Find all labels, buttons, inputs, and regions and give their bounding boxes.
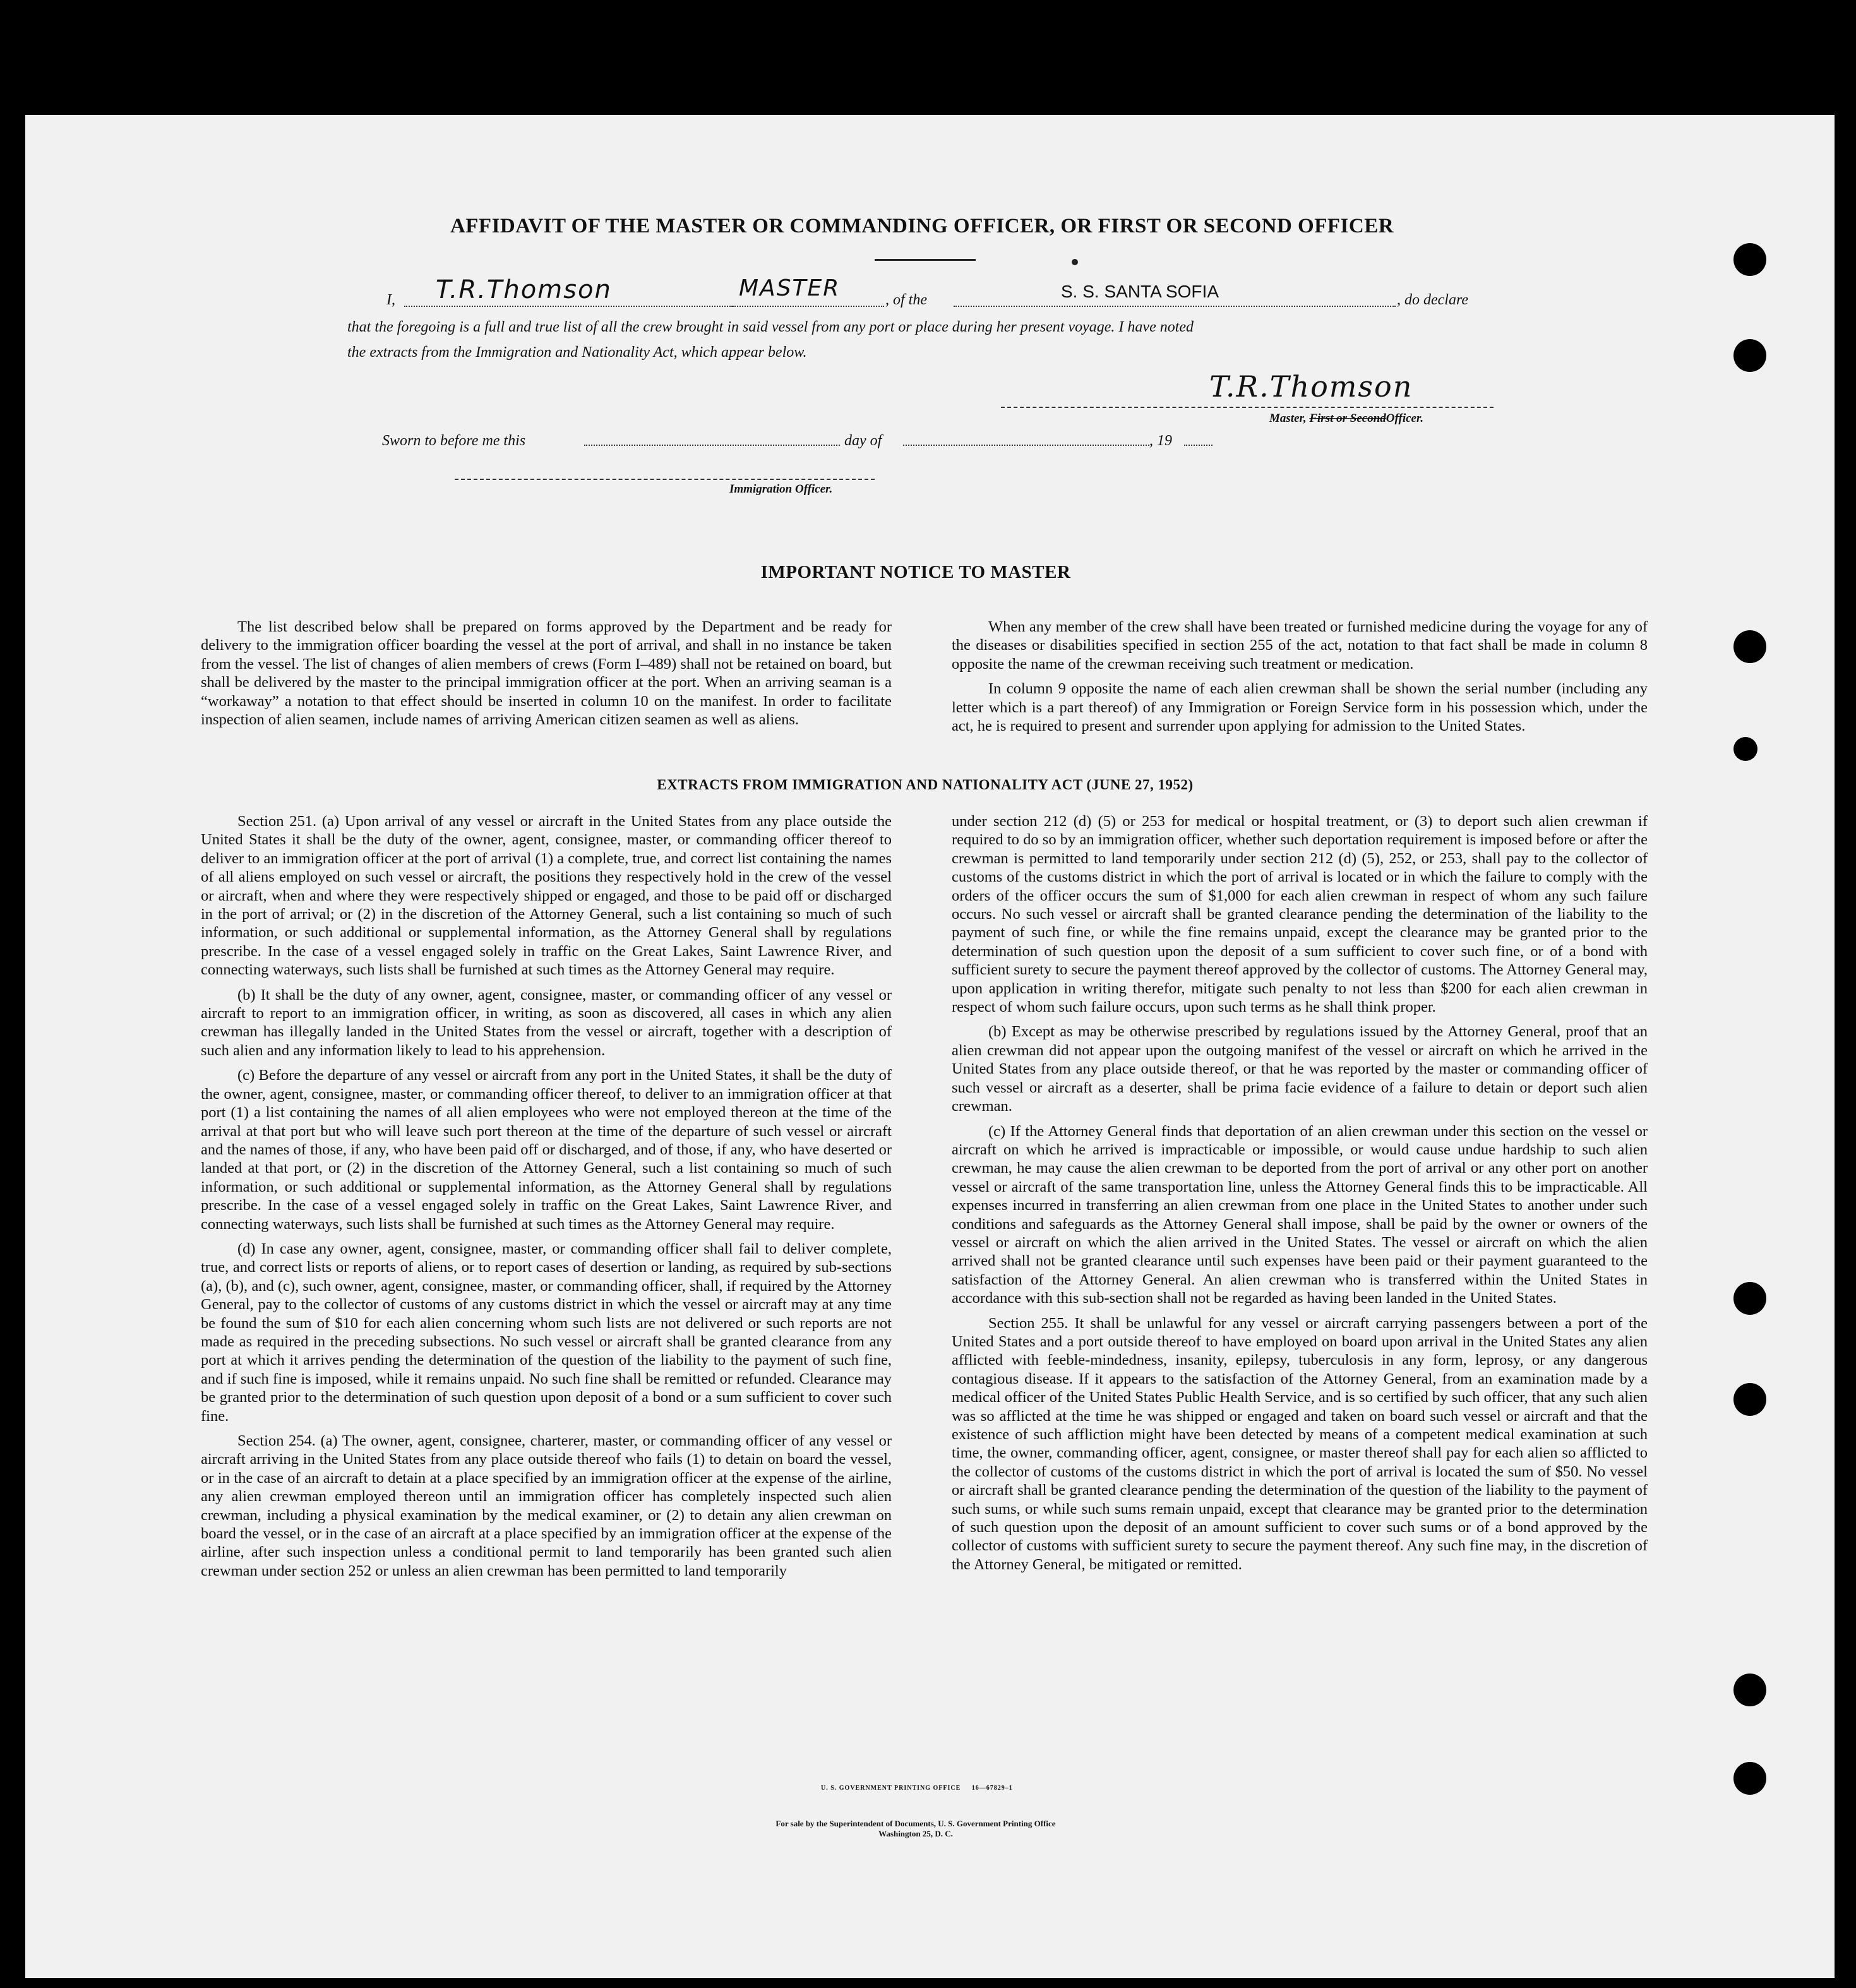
signer-title-suffix: Officer. [1386, 412, 1424, 425]
binder-hole [1733, 1383, 1766, 1416]
day-of-label: day of [844, 433, 882, 449]
extracts-title: EXTRACTS FROM IMMIGRATION AND NATIONALITY ACT (JUNE 27, 1952) [657, 777, 1194, 793]
section-254c: (c) If the Attorney General finds that deportation of an alien crewman under this section on the vessel or aircraft on which he arrived is impracticable or impossible, or would cause undue hardship to such alien crewman, he may cause the alien crewman to be deported from the port of arrival or any other port on another vessel or aircraft of the same transportation line, unless the Attorney General finds this to be impracticable. All expenses incurred in transferring an alien crewman from one place in the United States to another under such conditions and safeguards as the Attorney General shall impose, shall be paid by the owner or owners of the vessel or aircraft on which the alien arrived in the United States. The vessel or aircraft on which the alien arrived shall not be granted clearance until such expenses have been paid or their payment guaranteed to the satisfaction of the Attorney General. An alien crewman who is transferred within the United States in accordance with this sub-section shall not be regarded as having been landed in the United States. [952, 1122, 1648, 1307]
sale-line-1: For sale by the Superintendent of Documents, U. S. Government Printing Office [775, 1819, 1056, 1828]
section-251b: (b) It shall be the duty of any owner, agent, consignee, master, or commanding officer of any vessel or aircraft to report to an immigration officer, in writing, as soon as discovered, all cases in which any alien crewman has illegally landed in the United States from the vessel or aircraft, together with a description of such alien and any information likely to lead to his apprehension. [201, 986, 892, 1059]
notice-left-paragraph: The list described below shall be prepared on forms approved by the Department and be ready for delivery to the immigration officer boarding the vessel at the port of arrival, and shall in no instance be taken from the vessel. The list of changes of alien members of crews (Form I–489) shall not be retained on board, but shall be delivered by the master to the principal immigration officer at the port. When an arriving seaman is a “workaway” a notation to that effect should be inserted in column 10 on the manifest. In order to facilitate inspection of alien seamen, include names of arriving American citizen seamen as well as aliens. [201, 618, 892, 729]
binder-hole [1733, 1762, 1766, 1795]
binder-hole [1733, 737, 1757, 761]
immigration-officer-label: Immigration Officer. [729, 482, 833, 496]
vessel-field [954, 280, 1396, 307]
signer-title-struck: First or Second [1309, 412, 1386, 425]
statement-line-1: that the foregoing is a full and true list of all the crew brought in said vessel from any port or place during her present voyage. I have noted [347, 319, 1194, 335]
binder-hole [1733, 1282, 1766, 1315]
binder-hole [1733, 630, 1766, 663]
section-254b: (b) Except as may be otherwise prescribed by regulations issued by the Attorney General, proof that an alien crewman did not appear upon the outgoing manifest of the vessel or aircraft on which he arrived in the United States from any place outside thereof, or that he was reported by the master or commanding officer of such vessel or aircraft as a deserter, shall be prima facie evidence of a failure to detain or deport such alien crewman. [952, 1023, 1648, 1115]
section-254a: Section 254. (a) The owner, agent, consignee, charterer, master, or commanding officer of any vessel or aircraft arriving in the United States from any place outside thereof who fails (1) to detain on board the vessel, or in the case of an aircraft to detain at a place specified by an immigration officer at the expense of the airline, any alien crewman employed thereon until an immigration officer has completely inspected such alien crewman, including a physical examination by the medical examiner, or (2) to detain any alien crewman on board the vessel, or in the case of an aircraft at a place specified by an immigration officer at the expense of the airline, after such inspection unless a conditional permit to land temporarily has been granted such alien crewman under section 252 or unless an alien crewman has been permitted to land temporarily [201, 1432, 892, 1579]
title-rule [875, 259, 976, 261]
sworn-label: Sworn to before me this [382, 433, 526, 449]
name-handwriting: T.R.Thomson [436, 275, 612, 304]
statement-line-2: the extracts from the Immigration and Nationality Act, which appear below. [347, 344, 807, 361]
notice-right-column [952, 618, 1648, 741]
signer-title-prefix: Master, [1269, 412, 1307, 425]
signer-title [1269, 412, 1423, 426]
sworn-year-field [1184, 445, 1212, 446]
sworn-day-field [584, 445, 840, 446]
rank-handwriting: MASTER [739, 275, 841, 301]
section-251c: (c) Before the departure of any vessel or aircraft from any port in the United States, it shall be the duty of the owner, agent, consignee, master, or commanding officer thereof, to deliver to an immigration officer at that port (1) a list containing the names of all alien employees who were not employed thereon at the time of the arrival at that port but who will leave such port thereon at the time of the departure of such vessel or aircraft and the names of those, if any, who have been paid off or discharged, and of those, if any, who have deserted or landed at that port, or (2) in the discretion of the Attorney General, such a list containing so much of such information, or such additional or supplemental information, as the Attorney General shall by regulations prescribe. In the case of a vessel engaged solely in traffic on the Great Lakes, Saint Lawrence River, and connecting waterways, such lists shall be furnished at such times as the Attorney General may require. [201, 1067, 892, 1233]
name-field [404, 275, 733, 307]
gpo-mark: U. S. GOVERNMENT PRINTING OFFICE 16—67829–1 [821, 1785, 1013, 1792]
extracts-right-column [952, 812, 1648, 1580]
sworn-month-field [903, 445, 1149, 446]
section-255: Section 255. It shall be unlawful for any vessel or aircraft carrying passengers between a port of the United States and a port outside thereof to have employed on board upon arrival in the United States any alien afflicted with feeble-mindedness, insanity, epilepsy, tuberculosis in any form, leprosy, or any dangerous contagious disease. If it appears to the satisfaction of the Attorney General, from an examination made by a medical officer of the United States Public Health Service, and is so certified by such officer, that any such alien was so afflicted at the time he was shipped or engaged and taken on board such vessel or aircraft and that the existence of such affliction might have been detected by means of a competent medical examination at such time, the owner, commanding officer, agent, consignee, or master thereof shall pay for each alien so afflicted to the collector of customs of the customs district in which the port of arrival is located the sum of $50. No vessel or aircraft shall be granted clearance pending the determination of the question of the liability to the payment of such sums, or while such sums remain unpaid, except that clearance may be granted prior to the determination of such question upon the deposit of an amount sufficient to cover such sums or of a bond approved by the collector of customs with sufficient surety to secure the payment thereof. Any such fine may, in the discretion of the Attorney General, be mitigated or remitted. [952, 1314, 1648, 1573]
vessel-name: S. S. SANTA SOFIA [1061, 282, 1219, 301]
of-the-label: , of the [885, 292, 927, 308]
master-signature: T.R.Thomson [1209, 369, 1413, 404]
section-251a: Section 251. (a) Upon arrival of any vessel or aircraft in the United States from any place outside the United States it shall be the duty of the owner, agent, consignee, master, or commanding officer thereof to deliver to an immigration officer at the port of arrival (1) a complete, true, and correct list containing the names of all aliens employed on such vessel or aircraft, the positions they respectively hold in the crew of the vessel or aircraft, when and where they were respectively shipped or engaged, and those to be paid off or discharged in the port of arrival; or (2) in the discretion of the Attorney General, such a list containing so much of such information, or such additional or supplemental information, as the Attorney General shall by regulations prescribe. In the case of a vessel engaged solely in traffic on the Great Lakes, Saint Lawrence River, and connecting waterways, such lists shall be furnished at such times as the Attorney General may require. [201, 813, 892, 979]
binder-hole [1733, 339, 1766, 372]
title-dot [1072, 259, 1078, 265]
affidavit-title: AFFIDAVIT OF THE MASTER OR COMMANDING OFFICER, OR FIRST OR SECOND OFFICER [450, 215, 1394, 237]
binder-hole [1733, 243, 1766, 276]
section-251d: (d) In case any owner, agent, consignee, master, or commanding officer shall fail to deliver complete, true, and correct lists or reports of aliens, or to report cases of desertion or landing, as required by sub-sections (a), (b), and (c), such owner, agent, consignee, master, or commanding officer, shall, if required by the Attorney General, pay to the collector of customs of any customs district in which the vessel or aircraft may at any time be found the sum of $10 for each alien concerning whom such lists are not delivered or such reports are not made as required in the preceding subsections. No such vessel or aircraft shall be granted clearance from any port at which it arrives pending the determination of the question of the liability to the payment of such fine, and if such fine is imposed, while it remains unpaid. No such fine shall be remitted or refunded. Clearance may be granted prior to the determination of such question upon deposit of a bond or a sum sufficient to cover such fine. [201, 1240, 892, 1425]
rank-field [733, 275, 884, 307]
immigration-officer-line [455, 479, 875, 480]
notice-right-paragraph-1: When any member of the crew shall have been treated or furnished medicine during the voyage for any of the diseases or disabilities specified in section 255 of the act, notation to that fact shall be made in column 8 opposite the name of the crewman receiving such treatment or medication. [952, 618, 1648, 673]
sale-line-2: Washington 25, D. C. [878, 1829, 953, 1838]
i-label: I, [386, 292, 395, 308]
year-label: , 19 [1149, 433, 1172, 449]
notice-right-paragraph-2: In column 9 opposite the name of each alien crewman shall be shown the serial number (including any letter which is a part thereof) of any Immigration or Foreign Service form in his possession which, under the act, he is required to present and surrender upon applying for admission to the United States. [952, 680, 1648, 735]
section-254a-continued: under section 212 (d) (5) or 253 for medical or hospital treatment, or (3) to deport such alien crewman if required to do so by an immigration officer, whether such deportation requirement is imposed before or after the crewman is permitted to land temporarily under section 212 (d) (5), 252, or 253, shall pay to the collector of customs of the customs district in which the port of arrival is located or in which the failure to comply with the orders of the officer occurs the sum of $1,000 for each alien crewman in respect of whom any such failure occurs. No such vessel or aircraft shall be granted clearance pending the determination of the liability to the payment of such fine, or while the fine remains unpaid, except the clearance may be granted prior to the determination of such question upon the deposit of a sum sufficient to cover such fine, or of a bond with sufficient surety to secure the payment thereof approved by the collector of customs. The Attorney General may, upon application in writing therefor, mitigate such penalty to not less than $200 for each alien crewman in respect of whom such failure occurs, upon such terms as he shall think proper. [952, 813, 1648, 1016]
binder-hole [1733, 1674, 1766, 1706]
notice-title: IMPORTANT NOTICE TO MASTER [760, 562, 1071, 582]
signature-line [1001, 407, 1494, 408]
notice-left-column [201, 618, 892, 735]
do-declare-label: , do declare [1397, 292, 1469, 308]
sale-notice [632, 1819, 1200, 1839]
extracts-left-column [201, 812, 892, 1586]
